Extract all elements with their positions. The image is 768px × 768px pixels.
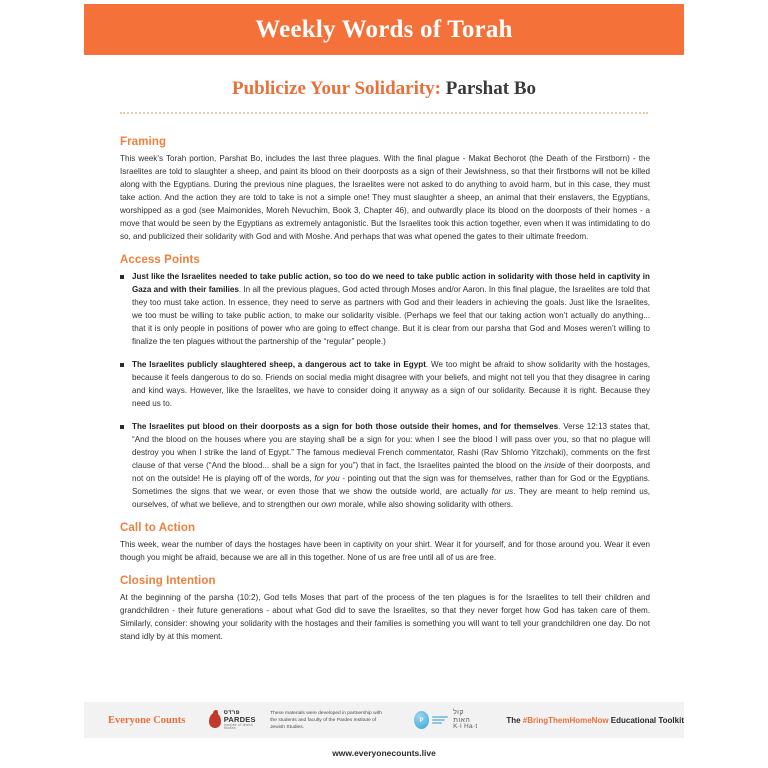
section-closing-intention xyxy=(120,575,650,643)
point-body-c: - pointing out that the sign was for themselves, rather than for God or the Egyptians. Sometimes the signs that we wear, or even those that we show the outside world, are actually xyxy=(132,474,651,496)
point-body-d: . They are meant to help remind us, ourselves, of what we believe, and to strengthen our xyxy=(132,487,650,509)
point-italic-a: inside xyxy=(544,461,566,470)
point-lead: The Israelites publicly slaughtered sheep, a dangerous act to take in Egypt xyxy=(132,360,426,369)
pardes-hebrew-text: פרדס xyxy=(223,709,240,716)
pardes-logo xyxy=(209,710,261,731)
point-body: . In all the previous plagues, God acted through Moses and/or Aaron. In this final plague, the Israelites are told that they too must take action. In essence, they need to serve as partners with God and their leaders in achieving the goals. Just like the Israelites, we too must be willing to take public action, to make our solidarity visible. (Perhaps we feel that our taking action won’t actually do anything... that it is only people in positions of power who are going to effect change. But it is clear from our parsha that God and Moses weren’t willing to finalize the ten plagues without the partnership of the “regular” people.) xyxy=(132,285,650,346)
subtitle-parsha-name: Parshat Bo xyxy=(445,78,536,99)
header-banner xyxy=(84,4,684,55)
main-content xyxy=(120,136,650,654)
list-item xyxy=(120,358,650,410)
footer-toolkit-label xyxy=(506,716,684,725)
square-bullet-icon xyxy=(120,275,124,279)
framing-paragraph: This week’s Torah portion, Parshat Bo, includes the last three plagues. With the final plague - Makat Bechorot (the Death of the Firstborn) - the Israelites are told to slaughter a sheep, and paint its blood on their doorposts as a sign of their Jewishness, so that their firstborns will not be killed along with the Egyptians. During the previous nine plagues, the Israelites were not asked to do anything to avoid harm, but in this case, they must take action. And the action they are told to take is not a simple one! They must slaughter a sheep, an animal that their enslavers, the Egyptians, worshipped as a god (see Maimonides, Moreh Nevuchim, Book 3, Chapter 46), and outwardly place its blood on the doorposts of their homes - a move that would be seen by the Egyptians as extremely antagonistic. But the Israelites took this action together, even when it was intimidating to do so, and publicized their solidarity with God and with Moshe. And perhaps that was what opened the gates to their ultimate freedom. xyxy=(120,154,650,241)
section-call-to-action xyxy=(120,522,650,564)
site-url-link[interactable]: www.everyonecounts.live xyxy=(332,748,436,758)
subtitle-accent-text: Publicize Your Solidarity: xyxy=(232,78,441,99)
square-bullet-icon xyxy=(120,425,124,429)
point-body-b: of their doorposts, and not on the outside! He is playing off of the words, xyxy=(132,461,650,483)
list-item xyxy=(120,270,650,348)
footer-everyone-counts-logo: Everyone Counts xyxy=(108,714,186,726)
point-lead: Just like the Israelites needed to take public action, so too do we need to take public action in solidarity with those held in captivity in Gaza and with their families xyxy=(132,272,650,294)
section-access-points xyxy=(120,254,650,511)
section-heading-framing: Framing xyxy=(120,136,167,148)
closing-intention-paragraph: At the beginning of the parsha (10:2), God tells Moses that part of the process of the ten plagues is for the Israelites to tell their children and grandchildren - their future generations - about what God did to save the Israelites, so that they never forget how God has taken care of them. Similarly, consider: showing your solidarity with the hostages and their families is something you will want to tell your grandchildren one day. Do not stand idly by at this moment. xyxy=(120,593,650,641)
access-points-list xyxy=(120,270,650,511)
point-body-e: morale, while also showing solidarity with others. xyxy=(336,500,514,509)
page-subtitle xyxy=(84,78,684,100)
footer-credit-text: These materials were developed in partnership with the students and faculty of the Pardes Institute of Jewish Studies. xyxy=(270,710,382,730)
section-heading-closing-intention: Closing Intention xyxy=(120,575,216,587)
point-italic-b: for you xyxy=(314,474,340,483)
kolhaot-english-text: K·l Ha·t xyxy=(453,722,478,730)
point-italic-c: for us xyxy=(491,487,514,496)
kolhaot-circle-icon: ק xyxy=(414,711,429,729)
section-framing xyxy=(120,136,650,243)
kolhaot-lines-icon xyxy=(432,716,448,724)
point-body-a: . Verse 12:13 states that, “And the blood on the houses where you are staying shall be a sign for you: when I see the blood I will pass over you, so that no plague will destroy you when I strike the land of Egypt.” The famous medieval French commentator, Rashi (Rav Shlomo Yitzchaki), comments on the first clause of that verse (“And the blood... shall be a sign for you”) that in fact, the Israelites painted the blood on the xyxy=(132,422,650,470)
point-body: . We too might be afraid to show solidarity with the hostages, because it feels dangerous to do so. Friends on social media might disagree with your beliefs, and might not tell you that they disagree in caring and kind ways. However, like the Israelites, we have to consider doing it anyway as a sign of our solidarity. Because it is right. Because they need us to. xyxy=(132,360,650,408)
list-item xyxy=(120,420,650,511)
kolhaot-logo xyxy=(414,709,478,731)
subtitle-container xyxy=(84,78,684,100)
pardes-english-text: PARDES xyxy=(223,714,256,724)
kolhaot-hebrew-text: קול האות xyxy=(453,709,471,724)
pardes-wordmark xyxy=(224,710,261,731)
banner-title: Weekly Words of Torah xyxy=(255,15,513,43)
toolkit-prefix: The xyxy=(506,715,523,725)
square-bullet-icon xyxy=(120,363,124,367)
section-heading-access-points: Access Points xyxy=(120,254,200,266)
toolkit-hashtag: #BringThemHomeNow xyxy=(522,715,609,725)
pardes-tagline: Institute of Jewish Studies xyxy=(223,723,253,731)
footer-bar xyxy=(84,702,684,738)
call-to-action-paragraph: This week, wear the number of days the hostages have been in captivity on your shirt. Wear it for yourself, and for those around you. Wear it even though you might be afraid, because we are all in this together. None of us are free until all of us are free. xyxy=(120,540,650,562)
section-heading-call-to-action: Call to Action xyxy=(120,522,196,534)
kolhaot-wordmark xyxy=(453,709,478,731)
pomegranate-icon xyxy=(209,713,220,728)
dotted-divider xyxy=(120,112,648,114)
point-italic-d: own xyxy=(321,500,337,509)
point-lead: The Israelites put blood on their doorposts as a sign for both those outside their homes, and for themselves xyxy=(132,422,559,431)
toolkit-suffix: Educational Toolkit xyxy=(608,715,684,725)
